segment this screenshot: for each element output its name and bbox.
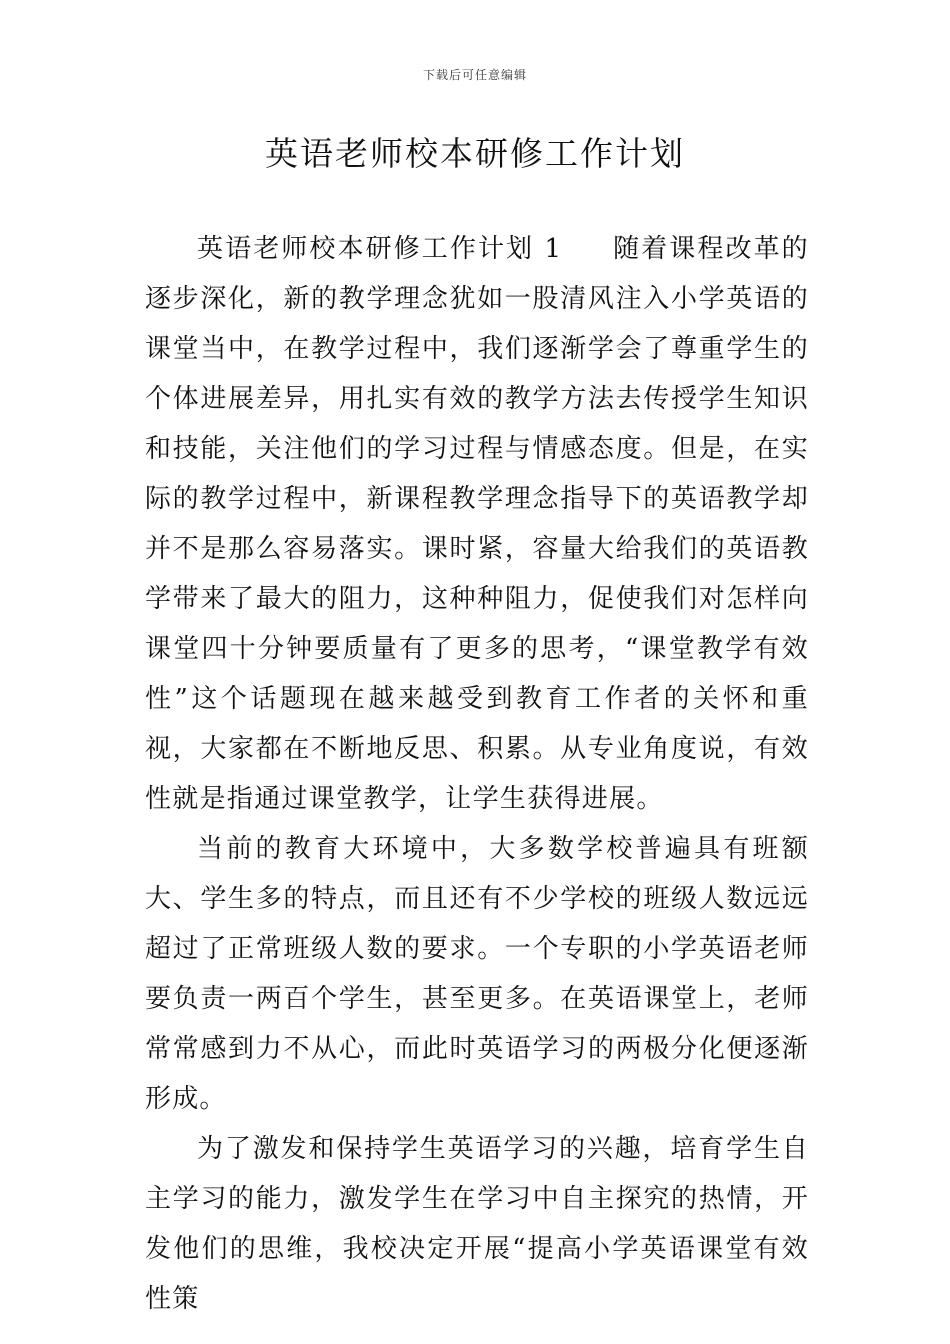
document-body	[145, 224, 809, 1324]
paragraph-1-lead: 英语老师校本研修工作计划 1	[197, 234, 563, 264]
paragraph-2: 当前的教育大环境中，大多数学校普遍具有班额大、学生多的特点，而且还有不少学校的班级人数远远超过了正常班级人数的要求。一个专职的小学英语老师要负责一两百个学生，甚至更多。在英语课堂上，老师常常感到力不从心，而此时英语学习的两极分化便逐渐形成。	[145, 834, 809, 1114]
header-note: 下载后可任意编辑	[422, 68, 527, 82]
document-title: 英语老师校本研修工作计划	[265, 134, 685, 173]
paragraph-1	[145, 224, 809, 824]
paragraph-1-text: 随着课程改革的逐步深化，新的教学理念犹如一股清风注入小学英语的课堂当中，在教学过程中，我们逐渐学会了尊重学生的个体进展差异，用扎实有效的教学方法去传授学生知识和技能，关注他们的学习过程与情感态度。但是，在实际的教学过程中，新课程教学理念指导下的英语教学却并不是那么容易落实。课时紧，容量大给我们的英语教学带来了最大的阻力，这种种阻力，促使我们对怎样向课堂四十分钟要质量有了更多的思考，“课堂教学有效性”这个话题现在越来越受到教育工作者的关怀和重视，大家都在不断地反思、积累。从专业角度说，有效性就是指通过课堂教学，让学生获得进展。	[145, 234, 809, 814]
paragraph-3: 为了激发和保持学生英语学习的兴趣，培育学生自主学习的能力，激发学生在学习中自主探究的热情，开发他们的思维，我校决定开展“提高小学英语课堂有效性策	[145, 1134, 809, 1314]
